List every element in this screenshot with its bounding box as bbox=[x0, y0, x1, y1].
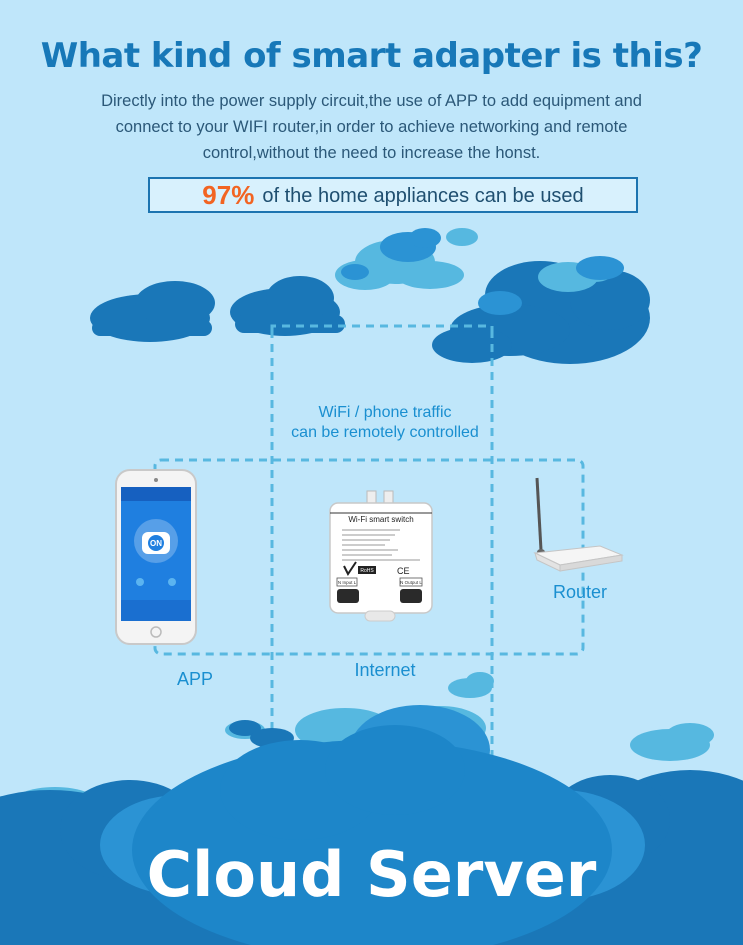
stat-percent: 97% bbox=[202, 180, 255, 210]
stat-text: of the home appliances can be used bbox=[262, 185, 584, 207]
page-title: What kind of smart adapter is this? bbox=[40, 36, 703, 76]
device-rohs-mark: RoHS bbox=[360, 568, 374, 574]
phone-illustration bbox=[116, 470, 196, 644]
wifi-note-line-2: can be remotely controlled bbox=[291, 424, 479, 441]
phone-on-button: ON bbox=[150, 539, 162, 548]
wifi-note bbox=[240, 403, 530, 443]
page-subtitle: Directly into the power supply circuit,the use of APP to add equipment and connect to your WIFI router,in order to achieve networking and remote control,without the need to increase the honst. bbox=[101, 92, 642, 162]
router-label: Router bbox=[552, 582, 608, 602]
device-label: Wi-Fi smart switch bbox=[348, 515, 414, 524]
router-illustration bbox=[535, 478, 622, 571]
wifi-note-line-1: WiFi / phone traffic bbox=[318, 404, 452, 421]
device-right-port-label: N Output L bbox=[400, 580, 422, 585]
device-ce-mark: CE bbox=[397, 566, 410, 576]
device-left-port-label: N Input L bbox=[337, 580, 357, 585]
app-label: APP bbox=[176, 669, 214, 689]
cloud-server-label: Cloud Server bbox=[146, 838, 597, 911]
internet-label: Internet bbox=[354, 660, 416, 680]
smart-switch-device bbox=[330, 491, 432, 621]
upper-clouds bbox=[90, 228, 650, 364]
